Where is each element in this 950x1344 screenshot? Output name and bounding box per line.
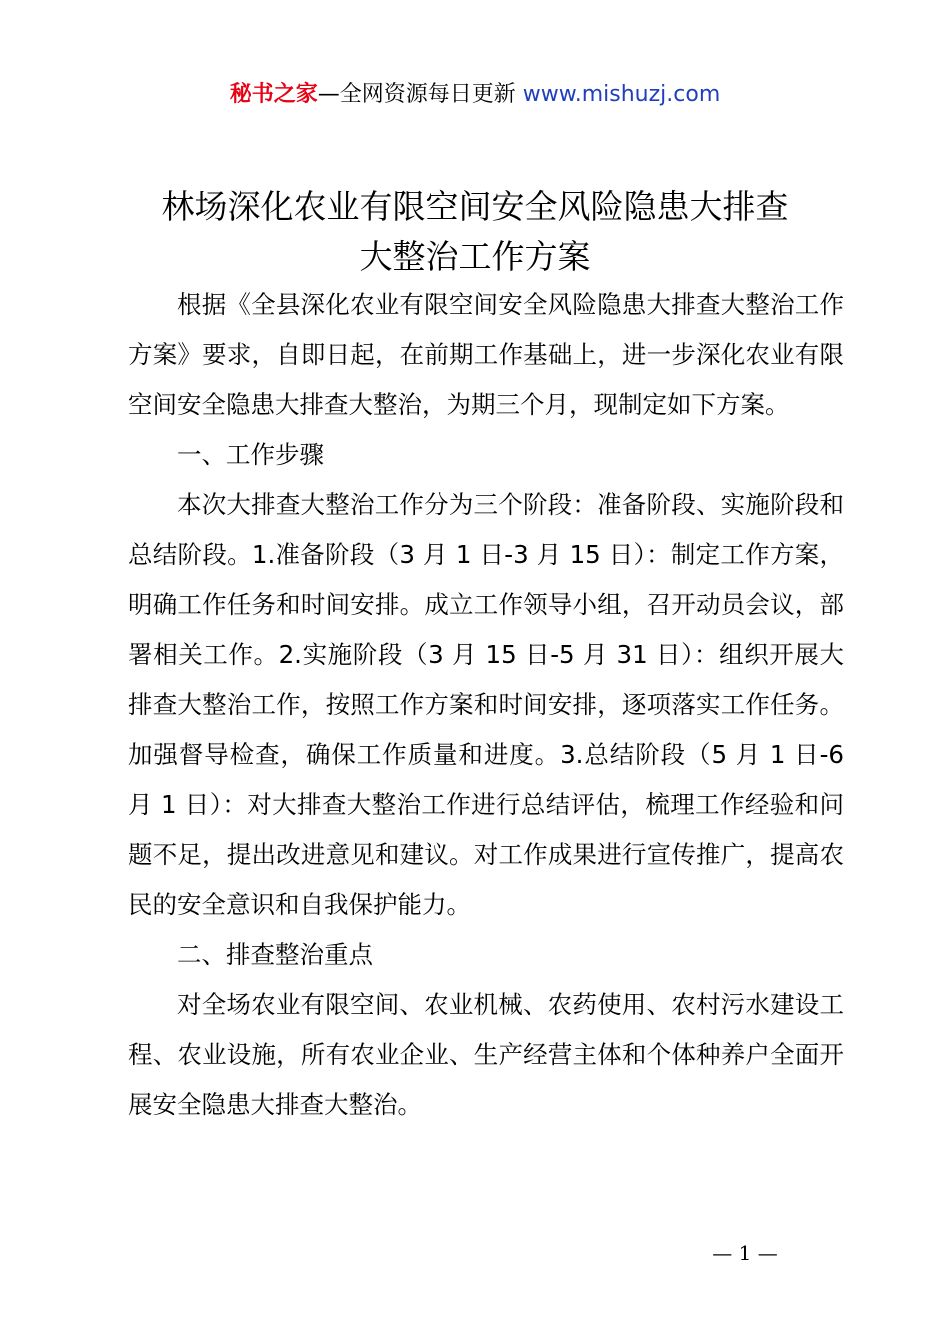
intro-paragraph: 根据《全县深化农业有限空间安全风险隐患大排查大整治工作方案》要求，自即日起，在前期工作基础上，进一步深化农业有限空间安全隐患大排查大整治，为期三个月，现制定如下方案。 [128,290,844,419]
title-line-1: 林场深化农业有限空间安全风险隐患大排查 [161,187,789,226]
site-url-link[interactable]: www.mishuzj.com [522,82,721,107]
work-steps-paragraph: 本次大排查大整治工作分为三个阶段：准备阶段、实施阶段和总结阶段。1.准备阶段（3 月 1 日-3 月 15 日）：制定工作方案，明确工作任务和时间安排。成立工作领导小组，召开动员会议，部署相关工作。2.实施阶段（3 月 15 日-5 月 31 日）：组织开展大排查大整治工作，按照工作方案和时间安排，逐项落实工作任务。加强督导检查，确保工作质量和进度。3.总结阶段（5 月 1 日-6 月 1 日）：对大排查大整治工作进行总结评估，梳理工作经验和问题不足，提出改进意见和建议。对工作成果进行宣传推广，提高农民的安全意识和自我保护能力。 [128,490,844,919]
site-brand: 秘书之家 [229,82,318,107]
document-body [128,280,844,1130]
site-header [0,78,950,112]
document-title [0,182,950,282]
site-tagline: —全网资源每日更新 [317,82,523,107]
title-line-2: 大整治工作方案 [359,237,591,276]
section-heading-work-steps: 一、工作步骤 [177,440,324,469]
section-heading-key-points: 二、排查整治重点 [177,940,373,969]
page-number: — 1 — [712,1241,778,1265]
key-points-paragraph: 对全场农业有限空间、农业机械、农药使用、农村污水建设工程、农业设施，所有农业企业、生产经营主体和个体种养户全面开展安全隐患大排查大整治。 [128,990,844,1119]
